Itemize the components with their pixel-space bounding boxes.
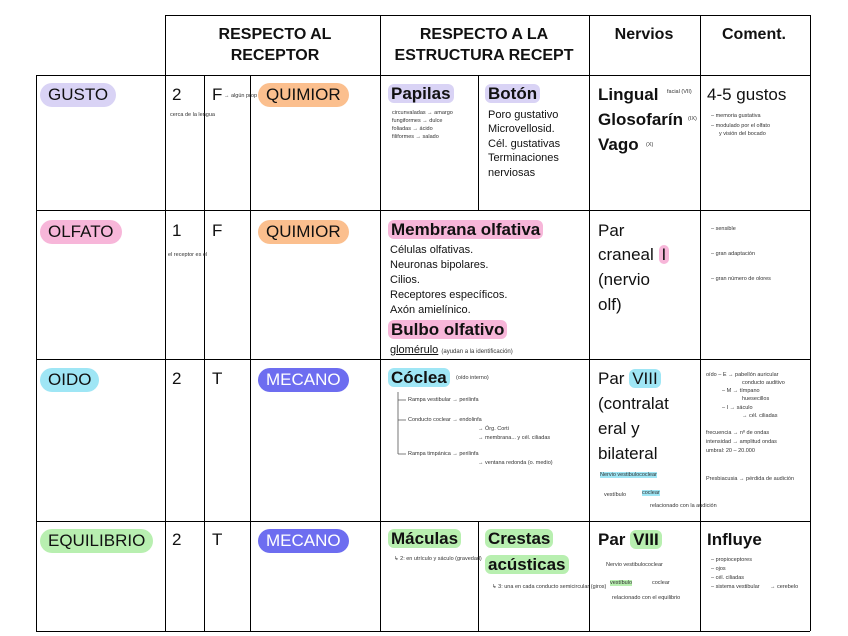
olfato-glom-word: glomérulo [390, 344, 439, 356]
oido-nerv-3: eral y [598, 419, 640, 438]
oido-coment-6: frecuencia → nº de ondas [706, 430, 770, 436]
gusto-nerv-1: Glosofarín [598, 110, 684, 129]
gusto-class: QUIMIOR [258, 83, 349, 107]
oido-coment-1: conducto auditivo [742, 380, 785, 386]
olfato-struct-title: Membrana olfativa [388, 220, 543, 240]
gusto-nerv-note-1: (IX) [688, 116, 697, 122]
gusto-struct2-line-0: Poro gustativo [488, 109, 559, 121]
oido-coment-3: huesecillos [742, 396, 770, 402]
oido-struct-title: Cóclea [388, 368, 450, 388]
oido-nerv-note-2: coclear [642, 490, 660, 496]
row-label-oido: OIDO [40, 368, 99, 392]
row-label-equilibrio: EQUILIBRIO [40, 529, 153, 553]
equilibrio-struct2-title: Crestas [485, 529, 553, 549]
equilibrio-coment-3: – sistema vestibular [711, 584, 760, 590]
row-label-olfato: OLFATO [40, 220, 122, 244]
oido-nerv-note-1: vestíbulo [604, 492, 627, 498]
olfato-nerv-2: craneal I [598, 245, 669, 265]
gusto-type-note: → algún prop [224, 93, 258, 99]
oido-coment-2: – M → tímpano [722, 388, 760, 394]
equilibrio-struct2-title-b: acústicas [485, 555, 569, 575]
gusto-struct1-note-0: circunvaladas → amargo [392, 110, 453, 116]
oido-nerv-2: (contralat [598, 394, 669, 413]
gusto-coment-note-1: – modulado por el olfato [711, 123, 771, 129]
olfato-class: QUIMIOR [258, 220, 349, 244]
olfato-num: 1 [172, 221, 182, 240]
header-estructura: RESPECTO A LA ESTRUCTURA RECEPT [394, 26, 574, 64]
equilibrio-nerv-1: Par VIII [598, 530, 662, 550]
oido-class: MECANO [258, 368, 349, 392]
olfato-glom [390, 343, 513, 360]
header-coment: Coment. [722, 26, 786, 43]
olfato-coment-0: – sensible [711, 226, 736, 232]
oido-type: T [212, 369, 223, 388]
oido-struct-note-1: Conducto coclear → endolinfa [408, 417, 482, 423]
olfato-num-note: el receptor es el [168, 252, 208, 258]
gusto-struct2-line-1: Microvellosid. [488, 123, 555, 135]
equilibrio-type: T [212, 530, 223, 549]
equilibrio-class: MECANO [258, 529, 349, 553]
olfato-coment-1: – gran adaptación [711, 251, 756, 257]
gusto-struct1-title: Papilas [388, 84, 454, 104]
gusto-struct2-line-2: Cél. gustativas [488, 138, 561, 150]
equilibrio-num: 2 [172, 530, 182, 549]
oido-struct-note-2: → Órg. Corti [478, 426, 509, 432]
olfato-struct-title2: Bulbo olfativo [388, 320, 507, 340]
equilibrio-nerv-note-3: relacionado con el equilibrio [612, 595, 681, 601]
oido-coment-0: oído – E → pabellón auricular [706, 372, 779, 378]
olfato-type: F [212, 221, 223, 240]
olfato-nerv-3: (nervio [598, 270, 650, 289]
gusto-struct2-line-3: Terminaciones [488, 152, 559, 164]
gusto-struct1-note-2: foliadas → ácido [392, 126, 433, 132]
oido-nerv-1: Par VIII [598, 369, 661, 389]
header-nervios: Nervios [614, 26, 674, 43]
equilibrio-coment-2: – cél. ciliadas [711, 575, 745, 581]
equilibrio-coment-4: → cerebelo [770, 584, 799, 590]
olfato-nerv-4: olf) [598, 295, 622, 314]
oido-struct-note-4: Rampa timpánica → perilinfa [408, 451, 479, 457]
gusto-nerv-note-2: (X) [646, 142, 654, 148]
header-receptor: RESPECTO AL RECEPTOR [218, 26, 332, 64]
gusto-num-note: cerca de la lengua [170, 112, 215, 118]
gusto-coment-title: 4-5 gustos [707, 85, 787, 104]
equilibrio-coment-0: – propioceptores [711, 557, 752, 563]
oido-struct-note-5: → ventana redonda (o. medio) [478, 460, 553, 466]
oido-coment-4: – I → sáculo [722, 405, 753, 411]
equilibrio-coment-1: – ojos [711, 566, 726, 572]
oido-coment-7: intensidad → amplitud ondas [706, 439, 777, 445]
olfato-struct-line-3: Receptores específicos. [390, 289, 508, 301]
gusto-type: F [212, 85, 223, 104]
gusto-coment-note-0: – memoria gustativa [711, 113, 761, 119]
oido-nerv-4: bilateral [598, 444, 658, 463]
row-label-gusto: GUSTO [40, 83, 116, 107]
gusto-struct1-note-1: fungiformes → dulce [392, 118, 443, 124]
olfato-struct-line-4: Axón amielínico. [390, 304, 471, 316]
oido-coment-5: → cél. ciliadas [742, 413, 778, 419]
oido-struct-note-3: → membrana... y cél. ciliadas [478, 435, 551, 441]
gusto-struct1-note-3: filiformes → salado [392, 134, 439, 140]
equilibrio-struct1-note: ↳ 2: en utrículo y sáculo (gravedad) [394, 556, 482, 562]
olfato-struct-line-1: Neuronas bipolares. [390, 259, 489, 271]
olfato-struct-line-0: Células olfativas. [390, 244, 474, 256]
olfato-struct-line-2: Cilios. [390, 274, 420, 286]
olfato-coment-2: – gran número de olores [711, 276, 771, 282]
gusto-coment-note-2: y visión del bocado [719, 131, 766, 137]
olfato-glom-note: (ayudan a la identificación) [441, 349, 513, 355]
equilibrio-coment-title: Influye [707, 530, 762, 549]
gusto-nerv-note-0: facial (VII) [667, 89, 692, 95]
equilibrio-struct2-note: ↳ 3: una en cada conducto semicircular (giros) [492, 584, 607, 590]
oido-coment-9: Presbiacusia → pérdida de audición [706, 476, 795, 482]
oido-nerv-note-0: Nervio vestibulococlear [600, 472, 657, 478]
oido-nerv-note-3: relacionado con la audición [650, 503, 717, 509]
gusto-num: 2 [172, 85, 182, 104]
equilibrio-struct1-title: Máculas [388, 529, 461, 549]
gusto-struct2-title: Botón [485, 84, 540, 104]
oido-bracket [390, 392, 410, 462]
equilibrio-nerv-note-2: coclear [652, 580, 670, 586]
equilibrio-nerv-note-0: Nervio vestibulococlear [606, 562, 663, 568]
oido-struct-note-0: Rampa vestibular → perilinfa [408, 397, 479, 403]
olfato-nerv-1: Par [598, 221, 625, 240]
gusto-nerv-2: Vago [598, 135, 639, 154]
gusto-nerv-0: Lingual [598, 85, 659, 104]
oido-coment-8: umbral: 20 – 20.000 [706, 448, 755, 454]
equilibrio-nerv-note-1: vestíbulo [610, 580, 633, 586]
oido-struct-title-note: (oído interno) [456, 375, 489, 381]
oido-num: 2 [172, 369, 182, 388]
gusto-struct2-line-4: nerviosas [488, 167, 536, 179]
